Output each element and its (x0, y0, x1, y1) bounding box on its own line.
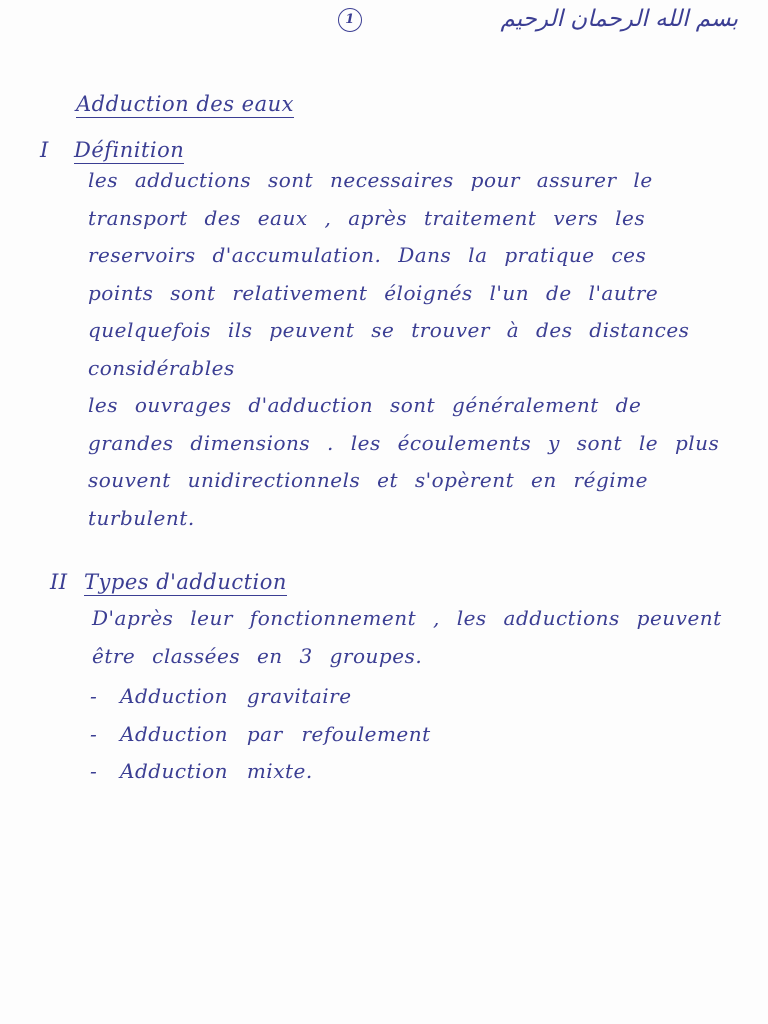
section-heading-text: Types d'adduction (84, 570, 287, 594)
list-item-text: Adduction mixte. (120, 759, 313, 783)
text-line: grandes dimensions . les écoulements y sont le plus (88, 430, 720, 455)
text-line: quelquefois ils peuvent se trouver à des distances (88, 318, 690, 342)
page-header (338, 6, 738, 38)
list-item (90, 678, 431, 716)
text-line: souvent unidirectionnels et s'opèrent en régime (88, 468, 648, 492)
text-line: reservoirs d'accumulation. Dans la pratique ces (88, 243, 647, 267)
list-item-text: Adduction par refoulement (120, 721, 431, 746)
text-line: être classées en 3 groupes. (92, 643, 423, 668)
section-numeral: II (50, 570, 68, 594)
text-line: transport des eaux , après traitement vers les (88, 205, 646, 230)
text-line: turbulent. (88, 505, 195, 530)
section-heading-text: Définition (74, 138, 185, 162)
section-heading-types (50, 570, 287, 594)
page-number-badge: 1 (338, 8, 362, 32)
text-line: D'après leur fonctionnement , les adductions peuvent (92, 606, 722, 630)
list-item-text: Adduction gravitaire (120, 684, 352, 708)
definition-paragraph (88, 162, 719, 537)
basmala-heading: بسم الله الرحمان الرحيم (500, 6, 738, 32)
types-paragraph (92, 600, 722, 675)
section-numeral: I (40, 138, 49, 162)
list-item (90, 716, 431, 754)
section-heading-definition (40, 138, 184, 162)
list-dash: - (90, 684, 98, 708)
text-line: considérables (88, 355, 235, 380)
text-line: points sont relativement éloignés l'un de l'autre (88, 280, 659, 305)
text-line: les ouvrages d'adduction sont généralement de (88, 393, 642, 417)
list-item (90, 753, 431, 791)
page-title: Adduction des eaux (76, 92, 294, 116)
list-dash: - (90, 759, 98, 783)
adduction-types-list (90, 678, 431, 791)
list-dash: - (90, 721, 98, 746)
text-line: les adductions sont necessaires pour assurer le (88, 168, 653, 192)
